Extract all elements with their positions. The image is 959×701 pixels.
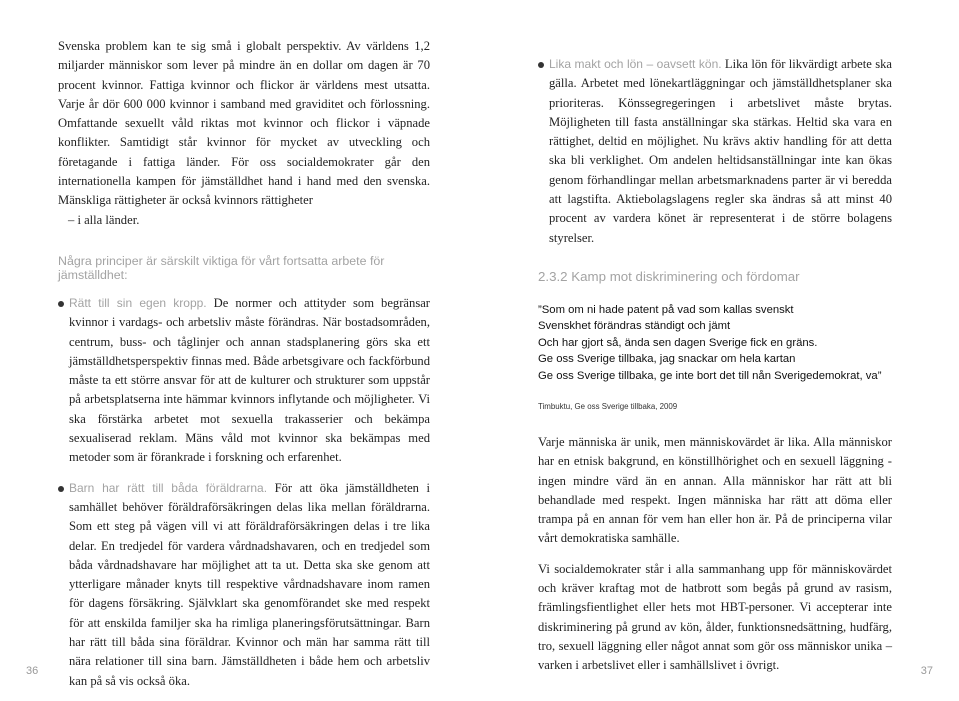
bullet-text-equal-power-pay: Lika lön för likvärdigt arbete ska gälla. Arbetet med lönekartläggningar och jämställdhetsplaner ska prioriteras. Könssegregeringen i arbetslivet måste brytas. Möjligheten till fasta anställningar ska stärkas. Heltid ska vara en rättighet, deltid en möjlighet. Nu krävs aktiv handling för att detta ska bli verklighet. Om andelen heltidsanställningar inte kan ökas genom förhandlingar mellan arbetsmarknadens parter är vi beredda att lagstifta. Aktiebolagslagens regler ska ändras så att minst 40 procent av vardera könet är representerat i de större bolagens styrelser. — [549, 57, 892, 245]
quote-line: Ge oss Sverige tillbaka, jag snackar om hela kartan — [538, 353, 796, 366]
bullet-title-body-right: Rätt till sin egen kropp. — [69, 295, 207, 310]
intro-text-end: – i alla länder. — [68, 212, 140, 227]
bullet-body-right — [58, 294, 430, 468]
bullet-title-equal-power-pay: Lika makt och lön – oavsett kön. — [549, 57, 722, 71]
left-page — [0, 0, 479, 701]
left-column — [58, 37, 430, 691]
paragraph-human-worth: Varje människa är unik, men människovärdet är lika. Alla människor har en etnisk bakgrund, en könstillhörighet och en sexuell läggning - ingen mindre värd än en annan. Alla människor har rätt att bli behandlade med respekt. Ingen människa har rätt att döma eller trampa på en annan för vem han eller hon är. På de principerna vilar vårt demokratiska samhälle. — [538, 435, 892, 546]
quote-line: ”Som om ni hade patent på vad som kallas svenskt — [538, 303, 794, 316]
bullet-title-children-parents: Barn har rätt till båda föräldrarna. — [69, 480, 268, 495]
quote-line: Svenskhet förändras ständigt och jämt — [538, 320, 731, 333]
page-number-right: 37 — [920, 665, 933, 677]
right-page — [479, 0, 959, 701]
quote-line: Och har gjort så, ända sen dagen Sverige fick en gräns. — [538, 336, 818, 349]
right-column — [538, 55, 892, 676]
intro-paragraph — [58, 37, 430, 230]
bullet-text-children-parents: För att öka jämställdheten i samhället behöver föräldraförsäkringen delas lika mellan föräldrarna. Som ett steg på vägen vill vi att föräldraförsäkringen delas i tre lika delar. En tredjedel för vardera vårdnadshavaren, och en tredjedel som båda vårdnadshavare har möjlighet att ta ut. Detta ska ske genom att ytterligare månader knyts till respektive vårdnadshavare inom ramen för dagens försäkring. Självklart ska genomförandet ske med respekt för att enskilda familjer ska ha rimliga planeringsförutsättningar. Barn har rätt till båda sina föräldrar. Kvinnor och män har samma rätt till nära relationer till sina barn. Jämställdheten i både hem och arbetsliv kan på så vis också öka. — [69, 480, 431, 688]
paragraph-social-democrats: Vi socialdemokrater står i alla sammanhang upp för människovärdet och kräver kraftag mot de hatbrott som begås på grund av rasism, främlingsfientlighet eller hets mot HBT-personer. Vi accepterar inte diskriminering på grund av kön, ålder, funktionsnedsättning, hudfärg, tro, sexuell läggning eller något annat som gör oss människor unika – varken i arbetslivet eller i samhällslivet i övrigt. — [538, 561, 892, 673]
page-number-left: 36 — [26, 665, 39, 677]
quote-block — [538, 302, 892, 384]
intro-text: Svenska problem kan te sig små i globalt perspektiv. Av världens 1,2 miljarder människor som lever på mindre än en dollar om dagen är 70 procent kvinnor. Fattiga kvinnor och flickor är världens mest utsatta. Varje år dör 600 000 kvinnor i samband med graviditet och förlossning. Omfattande sexuellt våld riktas mot kvinnor och flickor i väpnade konflikter. Samtidigt står kvinnor för mycket av utveckling och företagande i fattiga länder. För oss socialdemokrater går den internationella kampen för jämställdhet hand i hand med den svenska. Mänskliga rättigheter är också kvinnors rättigheter — [58, 39, 430, 208]
quote-line: Ge oss Sverige tillbaka, ge inte bort det till nån Sverigedemokrat, va” — [538, 369, 882, 382]
quote-source: Timbuktu, Ge oss Sverige tillbaka, 2009 — [538, 402, 678, 411]
bullet-equal-power-pay — [538, 55, 892, 248]
section-heading: 2.3.2 Kamp mot diskriminering och fördomar — [538, 268, 800, 284]
bullet-children-parents — [58, 479, 430, 691]
principles-heading: Några principer är särskilt viktiga för vårt fortsatta arbete för jämställdhet: — [58, 253, 385, 282]
bullet-text-body-right: De normer och attityder som begränsar kvinnor i vardags- och arbetsliv måste förändras. När bostadsområden, centrum, buss- och tåglinjer och annan stadsplanering görs ska ett jämställdhetsperspektiv finnas med. Både arbetsgivare och fackförbund måste ta ett större ansvar för att de kulturer och strukturer som uppstår på arbetsplatserna inte hämmar kvinnors inflytande och möjligheter. Vi ska förstärka arbetet mot sexuella trakasserier och bekämpa sexualiserad reklam. Mäns våld mot kvinnor ska bekämpas med metoder som är förankrade i forskning och erfarenhet. — [69, 295, 430, 465]
